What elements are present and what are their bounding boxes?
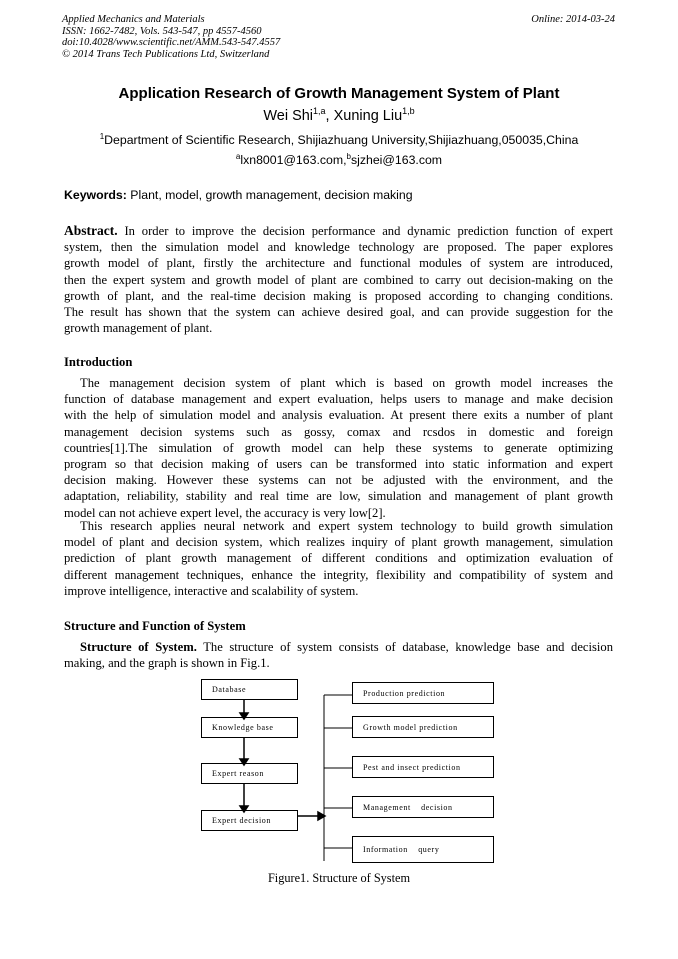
box-knowledge-base: Knowledge base: [201, 717, 298, 738]
run-in-label: Abstract.: [64, 223, 118, 238]
journal-name: Applied Mechanics and Materials: [62, 14, 205, 25]
text-line: then the expert system and growth model of plant are combined to carry out decision-making on the: [64, 272, 613, 287]
text-line: This research applies neural network and expert system technology to build growth simulation: [80, 519, 613, 533]
text-line: making, and the graph is shown in Fig.1.: [64, 656, 270, 671]
text-line: different management techniques, enhance the integrity, flexibility and compatibility of system and: [64, 567, 613, 582]
text-line: with the help of simulation model and analysis evaluation. At present there exits a number of plant: [64, 408, 613, 423]
email-b: sjzhei@163.com: [350, 153, 443, 168]
author-sep: ,: [325, 107, 334, 124]
line-text: In order to improve the decision performance and dynamic prediction function of expert: [117, 224, 613, 238]
text-line: The result has shown that the system can achieve desired goal, and can provide suggestion for the: [64, 305, 613, 320]
box-growth-model-prediction: Growth model prediction: [352, 716, 494, 738]
affiliation-sup: 1: [99, 132, 105, 141]
text-line: adaptation, reliability, stability and real time are low, simulation and management of plant growth: [64, 489, 613, 504]
structure-heading: Structure and Function of System: [64, 619, 246, 633]
author-1-sup: 1,a: [313, 106, 326, 116]
email-a: lxn8001@163.com,: [240, 153, 347, 168]
doi: doi:10.4028/www.scientific.net/AMM.543-547.4557: [62, 37, 281, 48]
text-line: model can not achieve expert level, the accuracy is very low[2].: [64, 505, 386, 520]
author-1: Wei Shi: [263, 107, 314, 124]
text-line: countries[1].The simulation of growth model can help these systems to generate optimizing: [64, 440, 613, 455]
keywords-text: Plant, model, growth management, decision making: [126, 188, 413, 202]
box-management-decision: Management decision: [352, 796, 494, 818]
run-in-label: Structure of System.: [80, 640, 197, 654]
author-2-sup: 1,b: [402, 106, 415, 116]
text-line: growth of plant, and the real-time decision making is proposed according to changing conditions.: [64, 288, 613, 303]
figure-caption: Figure1. Structure of System: [267, 871, 411, 885]
box-pest-insect-prediction: Pest and insect prediction: [352, 756, 494, 778]
branch-lines: [324, 695, 352, 861]
box-information-query: Information query: [352, 836, 494, 863]
affiliation-text: Department of Scientific Research, Shijiazhuang University,Shijiazhuang,050035,China: [104, 133, 579, 148]
line-text: The structure of system consists of database, knowledge base and decision: [196, 640, 613, 654]
text-line: growth management of plant.: [64, 321, 213, 336]
online-date: Online: 2014-03-24: [531, 14, 615, 25]
text-line: growth model of plant, firstly the architecture and functional modules of system are introduced,: [64, 256, 613, 271]
copyright: © 2014 Trans Tech Publications Ltd, Switzerland: [62, 48, 270, 60]
box-database: Database: [201, 679, 298, 700]
text-line: management decision systems such as gossy, comax and rcsdos in domestic and foreign: [64, 424, 613, 439]
paper-title: Application Research of Growth Management System of Plant: [118, 85, 560, 102]
introduction-heading: Introduction: [64, 355, 133, 369]
box-expert-reason: Expert reason: [201, 763, 298, 784]
keywords-label: Keywords:: [64, 188, 127, 202]
email-sup-b: b: [346, 152, 351, 161]
text-line: function of database management and expert evaluation, helps users to manage and make decision: [64, 392, 613, 407]
box-production-prediction: Production prediction: [352, 682, 494, 704]
text-line: The management decision system of plant which is based on growth model increases the: [80, 376, 613, 390]
text-line: decision making. However these systems can not be adjusted with the environment, and the: [64, 473, 613, 488]
author-2: Xuning Liu: [333, 107, 403, 124]
text-line: prediction of plant growth management of different conditions and optimization evaluation of: [64, 551, 613, 566]
text-line: improve intelligence, interactive and scalability of system.: [64, 583, 359, 598]
email-sup-a: a: [235, 152, 241, 161]
text-line: model of plant and decision system, which realizes inquiry of plant growth management, simulation: [64, 535, 613, 550]
text-line: program so that decision making of users can be transformed into static information and expert: [64, 457, 613, 472]
text-line: system, then the simulation model and knowledge technology are proposed. The paper explores: [64, 240, 613, 255]
box-expert-decision: Expert decision: [201, 810, 298, 831]
issn: ISSN: 1662-7482, Vols. 543-547, pp 4557-4560: [62, 25, 262, 37]
